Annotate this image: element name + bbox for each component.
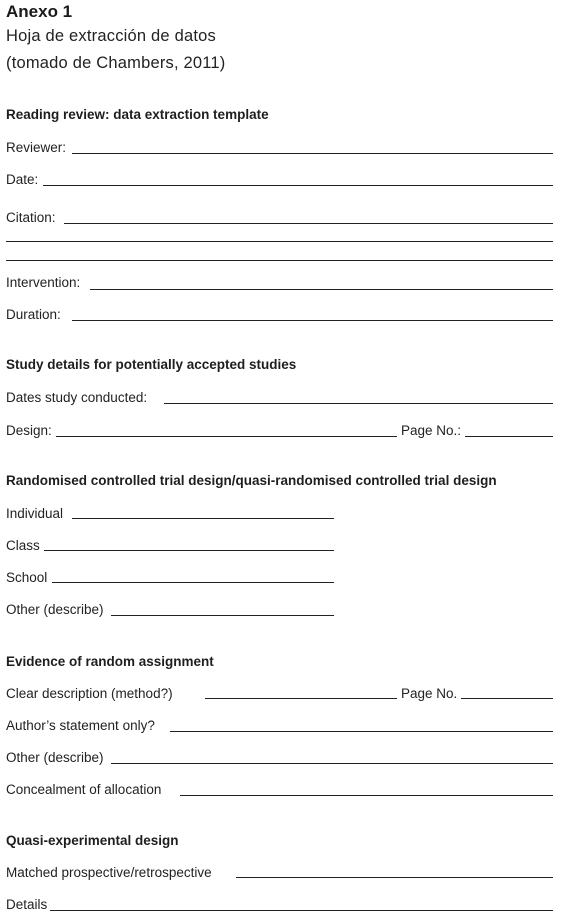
section-heading-rct: Randomised controlled trial design/quasi-randomised controlled trial design [6, 473, 497, 488]
matched-label: Matched prospective/retrospective [6, 865, 212, 880]
citation-field[interactable] [64, 223, 553, 224]
design-page-label: Page No.: [401, 423, 462, 438]
section-heading-quasi: Quasi-experimental design [6, 833, 179, 848]
individual-field[interactable] [72, 518, 334, 519]
document-title: Hoja de extracción de datos [6, 27, 216, 45]
citation-field-line-2[interactable] [6, 241, 553, 242]
class-field[interactable] [44, 550, 334, 551]
design-label: Design: [6, 423, 52, 438]
concealment-label: Concealment of allocation [6, 782, 162, 797]
rct-other-field[interactable] [111, 615, 334, 616]
duration-field[interactable] [72, 320, 553, 321]
dates-conducted-field[interactable] [164, 403, 553, 404]
matched-field[interactable] [236, 877, 553, 878]
details-label: Details [6, 897, 48, 912]
evidence-page-field[interactable] [461, 698, 553, 699]
section-heading-evidence: Evidence of random assignment [6, 654, 214, 669]
intervention-field[interactable] [90, 289, 553, 290]
document-source: (tomado de Chambers, 2011) [6, 54, 226, 72]
section-heading-review: Reading review: data extraction template [6, 107, 269, 122]
reviewer-field[interactable] [72, 153, 553, 154]
author-statement-field[interactable] [170, 731, 553, 732]
details-field[interactable] [50, 910, 553, 911]
dates-conducted-label: Dates study conducted: [6, 390, 148, 405]
duration-label: Duration: [6, 307, 61, 322]
concealment-field[interactable] [180, 795, 553, 796]
evidence-other-label: Other (describe) [6, 750, 104, 765]
evidence-other-field[interactable] [111, 763, 553, 764]
individual-label: Individual [6, 506, 64, 521]
citation-label: Citation: [6, 210, 56, 225]
clear-description-field[interactable] [205, 698, 397, 699]
author-statement-label: Author’s statement only? [6, 718, 155, 733]
section-heading-study: Study details for potentially accepted studies [6, 357, 297, 372]
evidence-page-label: Page No. [401, 686, 458, 701]
clear-description-label: Clear description (method?) [6, 686, 173, 701]
design-page-field[interactable] [465, 436, 553, 437]
reviewer-label: Reviewer: [6, 140, 67, 155]
annex-label: Anexo 1 [6, 2, 73, 21]
citation-field-line-3[interactable] [6, 260, 553, 261]
class-label: Class [6, 538, 40, 553]
intervention-label: Intervention: [6, 275, 81, 290]
date-field[interactable] [43, 185, 553, 186]
design-field[interactable] [56, 436, 397, 437]
school-field[interactable] [52, 582, 334, 583]
date-label: Date: [6, 172, 39, 187]
rct-other-label: Other (describe) [6, 602, 104, 617]
school-label: School [6, 570, 48, 585]
